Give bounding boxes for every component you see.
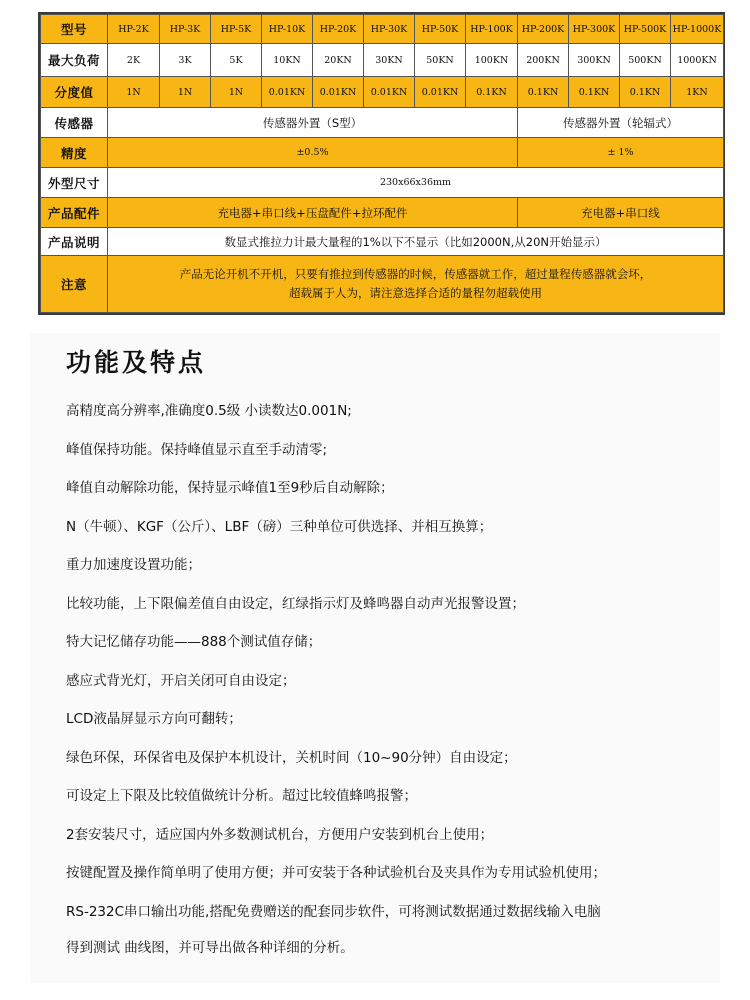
description-row	[41, 228, 724, 256]
max-load-cell: 5K	[211, 44, 262, 77]
resolution-cell: 0.1KN	[620, 77, 671, 108]
model-cell: HP-5K	[211, 15, 262, 44]
spec-table-container	[38, 12, 725, 315]
resolution-cell: 0.01KN	[262, 77, 313, 108]
accuracy-row	[41, 138, 724, 168]
resolution-cell: 0.01KN	[313, 77, 364, 108]
resolution-cell: 0.01KN	[415, 77, 466, 108]
features-section	[30, 333, 720, 983]
resolution-cell: 1N	[160, 77, 211, 108]
model-row	[41, 15, 724, 44]
max-load-cell: 1000KN	[671, 44, 724, 77]
note-value: 产品无论开机不开机，只要有推拉到传感器的时候，传感器就工作，超过量程传感器就会坏，超载属于人为，请注意选择合适的量程勿超载使用	[108, 256, 724, 313]
model-cell: HP-500K	[620, 15, 671, 44]
max-load-cell: 3K	[160, 44, 211, 77]
description-label: 产品说明	[41, 228, 108, 256]
feature-item: N（牛顿）、KGF（公斤）、LBF（磅）三种单位可供选择、并相互换算；	[66, 519, 493, 535]
resolution-cell: 0.1KN	[569, 77, 620, 108]
accuracy-label: 精度	[41, 138, 108, 168]
model-cell: HP-100K	[466, 15, 518, 44]
feature-item: LCD液晶屏显示方向可翻转；	[66, 711, 242, 727]
resolution-cell: 0.1KN	[466, 77, 518, 108]
sensor-row	[41, 108, 724, 138]
max-load-cell: 10KN	[262, 44, 313, 77]
resolution-label: 分度值	[41, 77, 108, 108]
feature-item: 重力加速度设置功能；	[66, 557, 201, 573]
resolution-cell: 1N	[211, 77, 262, 108]
model-cell: HP-1000K	[671, 15, 724, 44]
feature-item: 感应式背光灯，开启关闭可自由设定；	[66, 673, 296, 689]
resolution-cell: 1KN	[671, 77, 724, 108]
accessories-full: 充电器+串口线+压盘配件+拉环配件	[108, 198, 518, 228]
feature-item: 峰值自动解除功能，保持显示峰值1至9秒后自动解除；	[66, 480, 394, 496]
accuracy-spoke-type: ± 1%	[518, 138, 724, 168]
size-row	[41, 168, 724, 198]
resolution-cell: 0.1KN	[518, 77, 569, 108]
feature-item: 峰值保持功能。保持峰值显示直至手动清零;	[66, 442, 328, 458]
feature-item: 高精度高分辨率,准确度0.5级 小读数达0.001N;	[66, 403, 352, 419]
feature-item: 得到测试 曲线图，并可导出做各种详细的分析。	[66, 940, 354, 956]
model-label: 型号	[41, 15, 108, 44]
model-cell: HP-2K	[108, 15, 160, 44]
resolution-row	[41, 77, 724, 108]
accuracy-s-type: ±0.5%	[108, 138, 518, 168]
max-load-cell: 2K	[108, 44, 160, 77]
model-cell: HP-30K	[364, 15, 415, 44]
feature-item: 绿色环保，环保省电及保护本机设计，关机时间（10~90分钟）自由设定；	[66, 750, 517, 766]
features-title: 功能及特点	[66, 348, 207, 377]
feature-item: 比较功能，上下限偏差值自由设定，红绿指示灯及蜂鸣器自动声光报警设置；	[66, 596, 525, 612]
max-load-cell: 30KN	[364, 44, 415, 77]
feature-item: 2套安装尺寸，适应国内外多数测试机台，方便用户安装到机台上使用；	[66, 827, 494, 843]
max-load-cell: 500KN	[620, 44, 671, 77]
feature-item: 特大记忆储存功能——888个测试值存储；	[66, 634, 322, 650]
sensor-s-type: 传感器外置（S型）	[108, 108, 518, 138]
model-cell: HP-200K	[518, 15, 569, 44]
accessories-row	[41, 198, 724, 228]
max-load-cell: 100KN	[466, 44, 518, 77]
max-load-cell: 200KN	[518, 44, 569, 77]
note-label: 注意	[41, 256, 108, 313]
feature-item: RS-232C串口输出功能,搭配免费赠送的配套同步软件，可将测试数据通过数据线输入电脑	[66, 904, 601, 920]
sensor-label: 传感器	[41, 108, 108, 138]
max-load-cell: 50KN	[415, 44, 466, 77]
feature-item: 可设定上下限及比较值做统计分析。超过比较值蜂鸣报警；	[66, 788, 417, 804]
feature-item: 按键配置及操作简单明了使用方便；并可安装于各种试验机台及夹具作为专用试验机使用；	[66, 865, 606, 881]
model-cell: HP-50K	[415, 15, 466, 44]
size-label: 外型尺寸	[41, 168, 108, 198]
max-load-label: 最大负荷	[41, 44, 108, 77]
model-cell: HP-3K	[160, 15, 211, 44]
size-value: 230x66x36mm	[108, 168, 724, 198]
model-cell: HP-300K	[569, 15, 620, 44]
note-row	[41, 256, 724, 313]
resolution-cell: 0.01KN	[364, 77, 415, 108]
resolution-cell: 1N	[108, 77, 160, 108]
accessories-label: 产品配件	[41, 198, 108, 228]
description-value: 数显式推拉力计最大量程的1%以下不显示（比如2000N,从20N开始显示）	[108, 228, 724, 256]
max-load-cell: 20KN	[313, 44, 364, 77]
max-load-cell: 300KN	[569, 44, 620, 77]
model-cell: HP-10K	[262, 15, 313, 44]
spec-table	[40, 14, 724, 313]
sensor-spoke-type: 传感器外置（轮辐式）	[518, 108, 724, 138]
model-cell: HP-20K	[313, 15, 364, 44]
max-load-row	[41, 44, 724, 77]
accessories-basic: 充电器+串口线	[518, 198, 724, 228]
